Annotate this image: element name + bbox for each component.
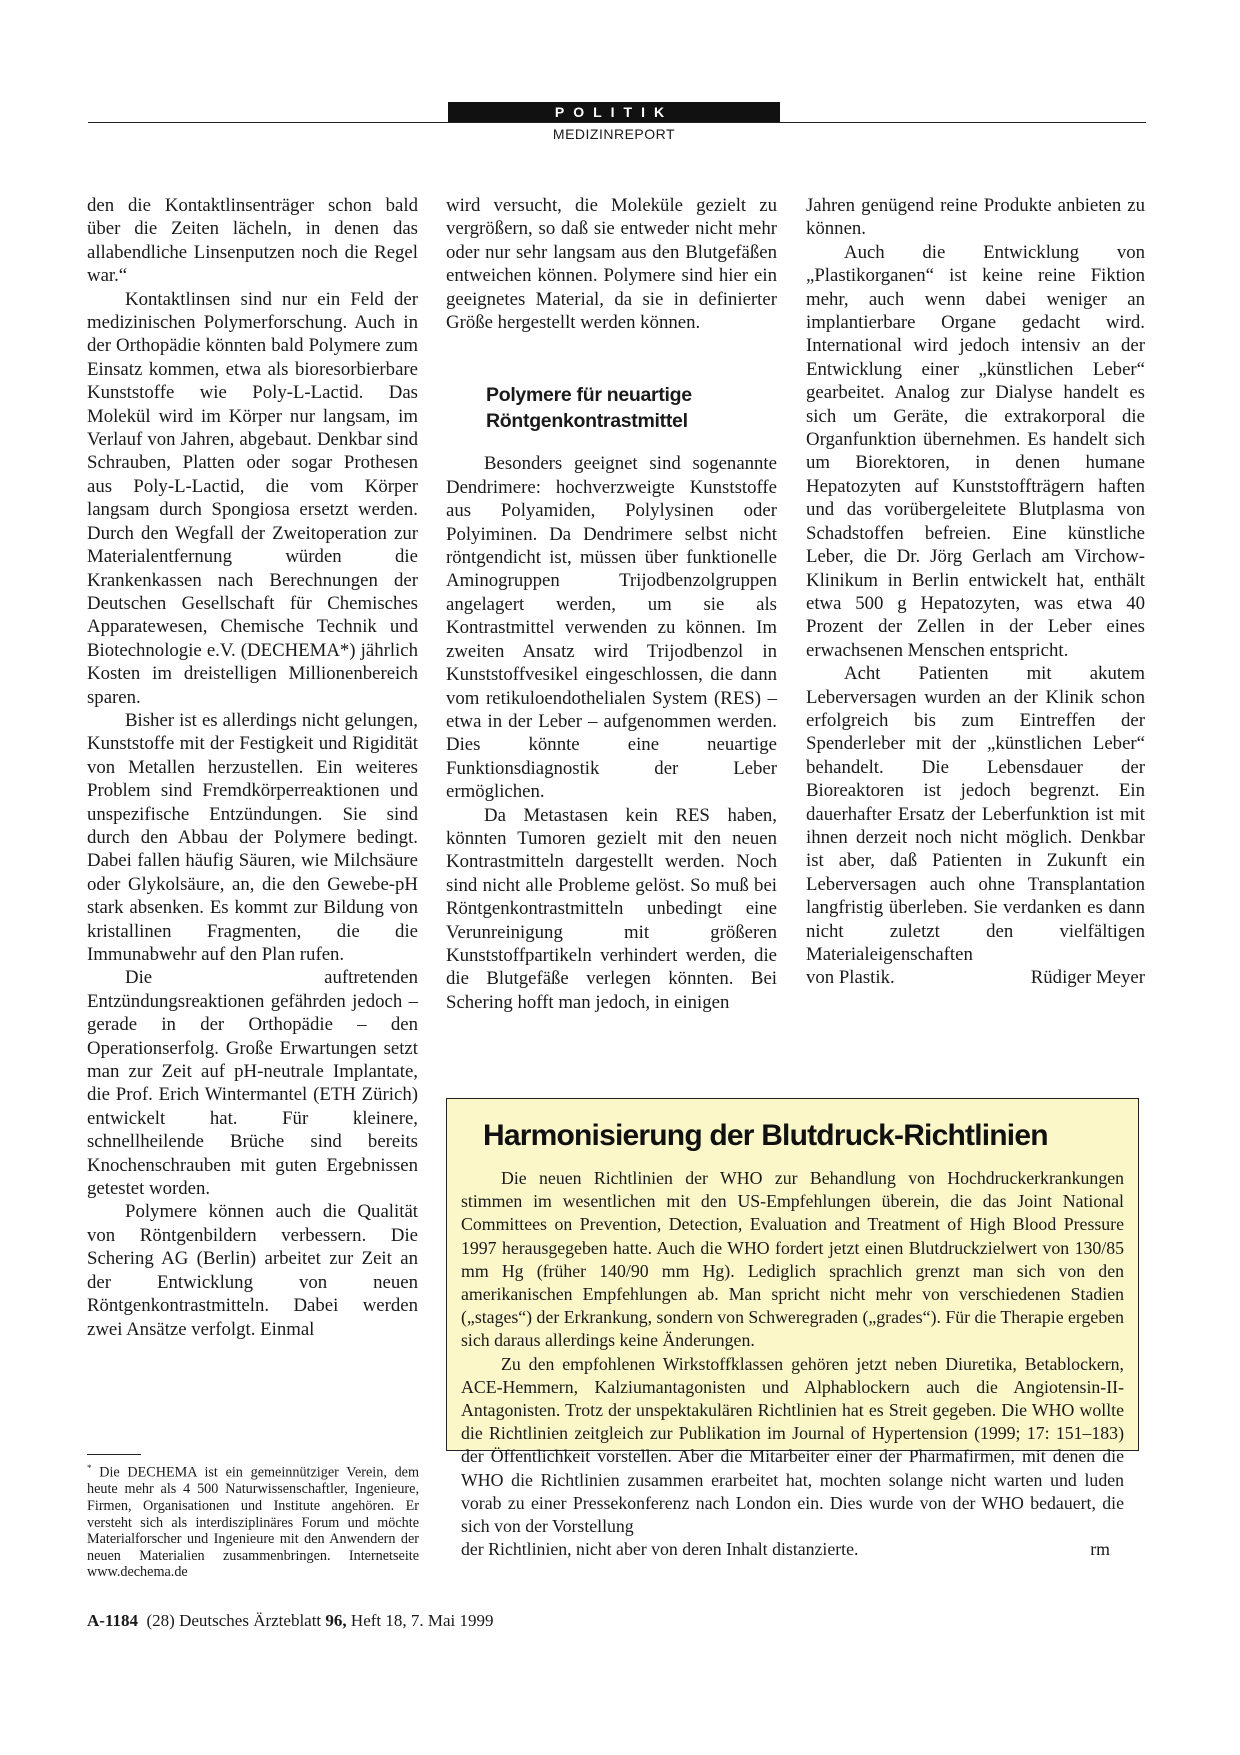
box-paragraph: Zu den empfohlenen Wirkstoffklassen gehören jetzt neben Diuretika, Betablockern, ACE-Hemmern, Kalziumantagonisten und Alphablockern auch die Angiotensin-II-Antagonisten. Trotz der unspektakulären Richtlinien hat es Streit gegeben. Die WHO wollte die Richtlinien zeitgleich zur Publikation im Journal of Hypertension (1999; 17: 151–183) der Öffentlichkeit vorstellen. Aber die Mitarbeiter einer der Pharmafirmen, mit denen die WHO die Richtlinien zusammen erarbeitet hat, mochten solange nicht warten und luden vorab zu einer Pressekonferenz nach London ein. Dies wurde von der WHO bedauert, die sich von der Vorstellung [461, 1353, 1124, 1537]
last-line: von Plastik. [806, 967, 895, 989]
section-label: POLITIK [448, 102, 780, 122]
paragraph: Da Metastasen kein RES haben, könnten Tumoren gezielt mit den neuen Kontrastmitteln dargestellt werden. Noch sind nicht alle Probleme gelöst. So muß bei Röntgenkontrastmitteln unbedingt eine Verunreinigung mit größeren Kunststoffpartikeln verhindert werden, die die Blutgefäße verlegen könnten. Bei Schering hofft man jedoch, in einigen [446, 804, 777, 1013]
box-last-line: der Richtlinien, nicht aber von deren Inhalt distanzierte. [461, 1539, 859, 1560]
paragraph: Polymere können auch die Qualität von Röntgenbildern verbessern. Die Schering AG (Berlin) arbeitet zur Zeit an der Entwicklung von neuen Röntgenkontrastmitteln. Dabei werden zwei Ansätze verfolgt. Einmal [87, 1201, 418, 1340]
footnote-marker: * [87, 1463, 92, 1473]
paragraph: wird versucht, die Moleküle gezielt zu vergrößern, so daß sie entweder nicht mehr oder nur sehr langsam aus den Blutgefäßen entweichen können. Polymere sind hier ein geeignetes Material, da sie in definierter Größe hergestellt werden können. [446, 195, 777, 334]
column-2 [446, 194, 777, 1014]
paragraph: Besonders geeignet sind sogenannte Dendrimere: hochverzweigte Kunststoffe aus Polyamiden, Polylysinen oder Polyiminen. Da Dendrimere selbst nicht röntgendicht ist, müssen über funktionelle Aminogruppen Trijodbenzolgruppen angelagert werden, um sie als Kontrastmittel verwenden zu können. Im zweiten Ansatz wird Trijodbenzol in Kunststoffvesikel eingeschlossen, die dann vom retikuloendothelialen System (RES) – etwa in der Leber – aufgenommen werden. Dies könnte eine neuartige Funktionsdiagnostik der Leber ermöglichen. [446, 453, 777, 803]
footnote [87, 1460, 419, 1581]
box-author: rm [1090, 1539, 1110, 1560]
paragraph: Bisher ist es allerdings nicht gelungen, Kunststoffe mit der Festigkeit und Rigidität von Metallen herzustellen. Ein weiteres Problem sind Fremdkörperreaktionen und unspezifische Entzündungen. Sie sind durch den Abbau der Polymere bedingt. Dabei fallen häufig Säuren, wie Milchsäure oder Glykolsäure, an, die den Gewebe-pH stark absenken. Es kommt zur Bildung von kristallinen Fragmenten, die die Immunabwehr auf den Plan rufen. [87, 709, 418, 965]
paragraph: Die auftretenden Entzündungsreaktionen gefährden jedoch – gerade in der Orthopädie – den Operationserfolg. Große Erwartungen setzt man zur Zeit auf pH-neutrale Implantate, die Prof. Erich Wintermantel (ETH Zürich) entwickelt hat. Für kleinere, schnellheilende Brüche sind bereits Knochenschrauben mit guten Ergebnissen getestet worden. [87, 967, 418, 1200]
subsection-label: MEDIZINREPORT [552, 126, 676, 142]
paragraph: Kontaktlinsen sind nur ein Feld der medizinischen Polymerforschung. Auch in der Orthopädie könnten bald Polymere zum Einsatz kommen, etwa als bioresorbierbare Kunststoffe wie Poly-L-Lactid. Das Molekül wird im Körper nur langsam, im Verlauf von Jahren, abgebaut. Denkbar sind Schrauben, Platten oder sogar Prothesen aus Poly-L-Lactid, die vom Körper langsam durch Spongiosa ersetzt werden. Durch den Wegfall der Zweitoperation zur Materialentfernung würden die Krankenkassen nach Berechnungen der Deutschen Gesellschaft für Chemisches Apparatewesen, Chemische Technik und Biotechnologie e.V. (DECHEMA*) jährlich Kosten im dreistelligen Millionenbereich sparen. [87, 288, 418, 708]
header-rule [88, 122, 1146, 123]
page-number: A-1184 [87, 1611, 138, 1630]
volume: 96, [325, 1611, 347, 1630]
box-paragraph: Die neuen Richtlinien der WHO zur Behandlung von Hochdruckerkrankungen stimmen im wesentlichen mit den US-Empfehlungen überein, die das Joint National Committees on Prevention, Detection, Evaluation and Treatment of High Blood Pressure 1997 herausgegeben hatte. Auch die WHO fordert jetzt einen Blutdruckzielwert von 130/85 mm Hg (früher 140/90 mm Hg). Lediglich sprachlich grenzt man sich von den amerikanischen Empfehlungen ab. Man spricht nicht mehr von verschiedenen Stadien („stages“) der Erkrankung, sondern von Schweregraden („grades“). Für die Therapie ergeben sich daraus allerdings keine Änderungen. [461, 1168, 1124, 1351]
signature-row [806, 966, 1145, 989]
issue-suffix: Heft 18, 7. Mai 1999 [350, 1611, 494, 1630]
footnote-rule [87, 1454, 141, 1455]
subheading: Polymere für neuartige Röntgenkontrastmittel [486, 384, 692, 433]
paragraph: den die Kontaktlinsenträger schon bald über die Zeiten lächeln, in denen das allabendliche Linsenputzen noch die Regel war.“ [87, 195, 418, 287]
footnote-text: Die DECHEMA ist ein gemeinnütziger Verein, dem heute mehr als 4 500 Naturwissenschaftler, Ingenieure, Firmen, Organisationen und Institute angehören. Er versteht sich als interdisziplinäres Forum und möchte Materialforscher und Ingenieure mit den Anwendern der neuen Materialien zusammenbringen. Internetseite www.dechema.de [87, 1464, 419, 1581]
box-title: Harmonisierung der Blutdruck-Richtlinien [483, 1119, 1048, 1152]
author-name: Rüdiger Meyer [1030, 967, 1145, 989]
paragraph: Acht Patienten mit akutem Leberversagen wurden an der Klinik schon erfolgreich bis zum Eintreffen der Spenderleber mit der „künstlichen Leber“ behandelt. Die Lebensdauer der Bioreaktoren ist jedoch begrenzt. Ein dauerhafter Ersatz der Leberfunktion ist mit ihnen derzeit noch nicht möglich. Denkbar ist aber, daß Patienten in Zukunft ein Leberversagen auch ohne Transplantation langfristig überleben. Sie verdanken es dann nicht zuletzt den vielfältigen Materialeigenschaften [806, 663, 1145, 965]
paragraph: Auch die Entwicklung von „Plastikorganen“ ist keine reine Fiktion mehr, auch wenn dabei weniger an implantierbare Organe gedacht wird. International wird jedoch intensiv an der Entwicklung einer „künstlichen Leber“ gearbeitet. Analog zur Dialyse handelt es sich um Geräte, die extrakorporal die Organfunktion übernehmen. Es handelt sich um Biorektoren, in denen humane Hepatozyten auf Kunststoffträgern haften und das vorübergeleitete Blutplasma von Schadstoffen befreien. Eine künstliche Leber, die Dr. Jörg Gerlach am Virchow-Klinikum in Berlin entwickelt hat, enthält etwa 500 g Hepatozyten, was etwa 40 Prozent der Zellen in der Leber eines erwachsenen Menschen entspricht. [806, 241, 1145, 661]
paragraph: Jahren genügend reine Produkte anbieten zu können. [806, 195, 1145, 240]
page-footer [87, 1611, 494, 1631]
info-box [446, 1098, 1139, 1560]
column-1 [87, 194, 418, 1341]
box-signature-row [461, 1538, 1124, 1561]
column-3 [806, 194, 1145, 990]
issue-prefix: (28) Deutsches Ärzteblatt [146, 1611, 322, 1630]
